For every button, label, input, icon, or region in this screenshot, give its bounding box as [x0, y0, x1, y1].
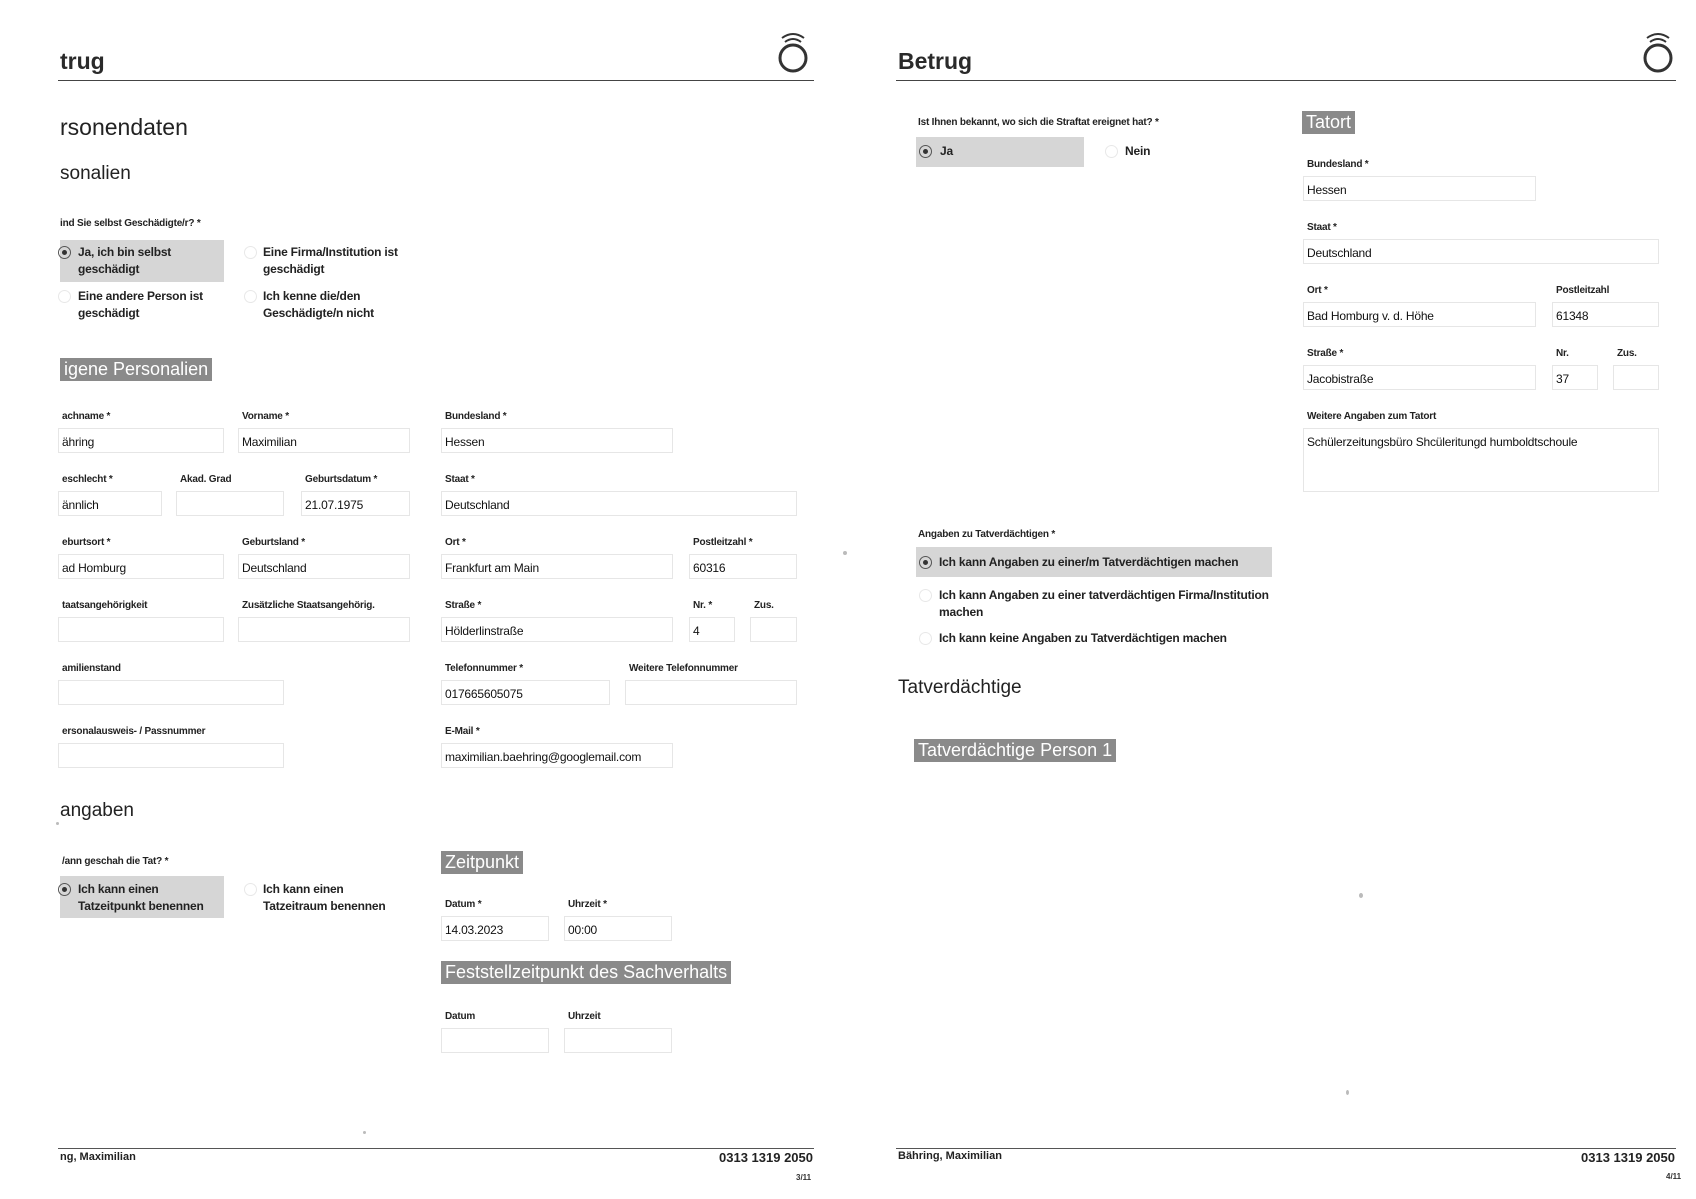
- footer-name: Bähring, Maximilian: [898, 1150, 1002, 1162]
- radio-label-kenne: Ich kenne die/den Geschädigte/n nicht: [263, 289, 374, 320]
- value-email: maximilian.baehring@googlemail.com: [445, 750, 642, 764]
- label-zus: Zus.: [1617, 348, 1637, 359]
- value-geburtsland: Deutschland: [242, 561, 307, 575]
- label-uhrzeit: Uhrzeit *: [568, 899, 607, 910]
- label-familienstand: amilienstand: [62, 663, 121, 674]
- value-vorname: Maximilian: [242, 435, 297, 449]
- radio-kenne[interactable]: [244, 290, 257, 303]
- label-geschlecht: eschlecht *: [62, 474, 113, 485]
- value-weitere-angaben-tatort: Schülerzeitungsbüro Shcüleritungd humboldtschoule: [1307, 435, 1578, 449]
- label-zus: Zus.: [754, 600, 774, 611]
- label-postleitzahl: Postleitzahl *: [693, 537, 753, 548]
- label-staat: Staat *: [445, 474, 475, 485]
- subheading-tatverdaechtige: Tatverdächtige: [898, 677, 1022, 698]
- label-postleitzahl: Postleitzahl: [1556, 285, 1610, 296]
- radio-tv-person[interactable]: [919, 556, 932, 569]
- question-geschaedigt: ind Sie selbst Geschädigte/r? *: [60, 218, 201, 229]
- radio-label-ja: Ja: [940, 144, 953, 158]
- badge-eigene-personalien: igene Personalien: [60, 358, 212, 381]
- footer-rule: [58, 1148, 814, 1149]
- label-uhrzeit-feststell: Uhrzeit: [568, 1011, 601, 1022]
- value-staat: Deutschland: [1307, 246, 1372, 260]
- radio-label-firma: Eine Firma/Institution ist geschädigt: [263, 245, 398, 276]
- value-geburtsdatum: 21.07.1975: [305, 498, 364, 512]
- radio-label-andere: Eine andere Person ist geschädigt: [78, 289, 203, 320]
- field-ausweis[interactable]: [58, 743, 284, 768]
- value-strasse: Jacobistraße: [1307, 372, 1374, 386]
- label-zus-staatsangehoerigkeit: Zusätzliche Staatsangehörig.: [242, 600, 375, 611]
- label-strasse: Straße *: [1307, 348, 1344, 359]
- label-datum: Datum *: [445, 899, 482, 910]
- radio-label-selbst: Ja, ich bin selbst geschädigt: [78, 245, 172, 276]
- radio-label-zeitraum: Ich kann einen Tatzeitraum benennen: [263, 882, 386, 913]
- scan-speck: [1346, 1090, 1349, 1095]
- page-header-title: Betrug: [898, 48, 973, 74]
- label-weitere-angaben-tatort: Weitere Angaben zum Tatort: [1307, 411, 1437, 422]
- value-nr: 37: [1556, 372, 1569, 386]
- label-ort: Ort *: [445, 537, 466, 548]
- field-akad-grad[interactable]: [176, 491, 284, 516]
- police-logo-icon: [776, 30, 810, 74]
- label-nachname: achname *: [62, 411, 111, 422]
- footer-name: ng, Maximilian: [60, 1151, 136, 1163]
- label-staatsangehoerigkeit: taatsangehörigkeit: [62, 600, 148, 611]
- radio-tv-firma[interactable]: [919, 589, 932, 602]
- field-zus-staatsangehoerigkeit[interactable]: [238, 617, 410, 642]
- radio-label-tv-keine: Ich kann keine Angaben zu Tatverdächtigen machen: [939, 631, 1227, 645]
- radio-label-tv-person: Ich kann Angaben zu einer/m Tatverdächtigen machen: [939, 555, 1239, 569]
- header-rule: [58, 80, 814, 81]
- section-heading-personendaten: rsonendaten: [60, 114, 188, 140]
- scan-speck: [843, 551, 847, 555]
- value-ort: Frankfurt am Main: [445, 561, 539, 575]
- value-datum: 14.03.2023: [445, 923, 504, 937]
- label-geburtsdatum: Geburtsdatum *: [305, 474, 378, 485]
- value-geburtsort: ad Homburg: [62, 561, 127, 575]
- badge-zeitpunkt: Zeitpunkt: [441, 851, 523, 874]
- label-telefon: Telefonnummer *: [445, 663, 523, 674]
- radio-firma[interactable]: [244, 246, 257, 259]
- radio-andere[interactable]: [58, 290, 71, 303]
- value-staat: Deutschland: [445, 498, 510, 512]
- value-postleitzahl: 60316: [693, 561, 726, 575]
- field-staatsangehoerigkeit[interactable]: [58, 617, 224, 642]
- page-number: 4/11: [1666, 1172, 1682, 1181]
- radio-tv-keine[interactable]: [919, 632, 932, 645]
- value-bundesland: Hessen: [1307, 183, 1347, 197]
- radio-selbst[interactable]: [58, 246, 71, 259]
- subheading-personalien: sonalien: [60, 163, 131, 184]
- label-email: E-Mail *: [445, 726, 480, 737]
- footer-case-number: 0313 1319 2050: [719, 1150, 813, 1165]
- subheading-angaben: angaben: [60, 800, 134, 821]
- value-uhrzeit: 00:00: [568, 923, 598, 937]
- label-nr: Nr. *: [693, 600, 713, 611]
- value-postleitzahl: 61348: [1556, 309, 1589, 323]
- radio-zeitpunkt[interactable]: [58, 883, 71, 896]
- field-familienstand[interactable]: [58, 680, 284, 705]
- label-ausweis: ersonalausweis- / Passnummer: [62, 726, 206, 737]
- footer-rule: [896, 1148, 1676, 1149]
- value-ort: Bad Homburg v. d. Höhe: [1307, 309, 1434, 323]
- label-geburtsland: Geburtsland *: [242, 537, 305, 548]
- label-nr: Nr.: [1556, 348, 1569, 359]
- radio-label-nein: Nein: [1125, 144, 1151, 158]
- value-nr: 4: [693, 624, 700, 638]
- value-geschlecht: ännlich: [62, 498, 99, 512]
- page-header-title: trug: [60, 48, 105, 74]
- field-datum-feststell[interactable]: [441, 1028, 549, 1053]
- field-uhrzeit-feststell[interactable]: [564, 1028, 672, 1053]
- value-strasse: Hölderlinstraße: [445, 624, 524, 638]
- police-logo-icon: [1641, 30, 1675, 74]
- radio-zeitraum[interactable]: [244, 883, 257, 896]
- question-wann: /ann geschah die Tat? *: [62, 856, 169, 867]
- label-bundesland: Bundesland *: [445, 411, 507, 422]
- value-nachname: ähring: [62, 435, 95, 449]
- label-datum-feststell: Datum: [445, 1011, 476, 1022]
- scan-speck: [56, 822, 59, 825]
- field-zus[interactable]: [1613, 365, 1659, 390]
- value-bundesland: Hessen: [445, 435, 485, 449]
- label-ort: Ort *: [1307, 285, 1328, 296]
- value-telefon: 017665605075: [445, 687, 523, 701]
- footer-case-number: 0313 1319 2050: [1581, 1150, 1675, 1165]
- radio-label-tv-firma: Ich kann Angaben zu einer tatverdächtigen Firma/Institution machen: [939, 588, 1269, 619]
- field-zus[interactable]: [750, 617, 797, 642]
- label-vorname: Vorname *: [242, 411, 289, 422]
- label-akad-grad: Akad. Grad: [180, 474, 232, 485]
- label-strasse: Straße *: [445, 600, 482, 611]
- field-weitere-telefon[interactable]: [625, 680, 797, 705]
- label-geburtsort: eburtsort *: [62, 537, 111, 548]
- badge-tatort: Tatort: [1302, 111, 1355, 134]
- radio-label-zeitpunkt: Ich kann einen Tatzeitpunkt benennen: [78, 882, 204, 913]
- badge-tatverdaechtige-person-1: Tatverdächtige Person 1: [914, 739, 1116, 762]
- page-number: 3/11: [796, 1173, 812, 1182]
- badge-feststellzeitpunkt: Feststellzeitpunkt des Sachverhalts: [441, 961, 731, 984]
- scan-speck: [1359, 893, 1363, 898]
- question-tatort-bekannt: Ist Ihnen bekannt, wo sich die Straftat ereignet hat? *: [918, 117, 1159, 128]
- radio-nein[interactable]: [1105, 145, 1118, 158]
- label-bundesland: Bundesland *: [1307, 159, 1369, 170]
- header-rule: [896, 80, 1676, 81]
- radio-ja[interactable]: [919, 145, 932, 158]
- label-weitere-telefon: Weitere Telefonnummer: [629, 663, 738, 674]
- scan-speck: [363, 1131, 366, 1134]
- question-tatverdaechtige: Angaben zu Tatverdächtigen *: [918, 529, 1056, 540]
- label-staat: Staat *: [1307, 222, 1337, 233]
